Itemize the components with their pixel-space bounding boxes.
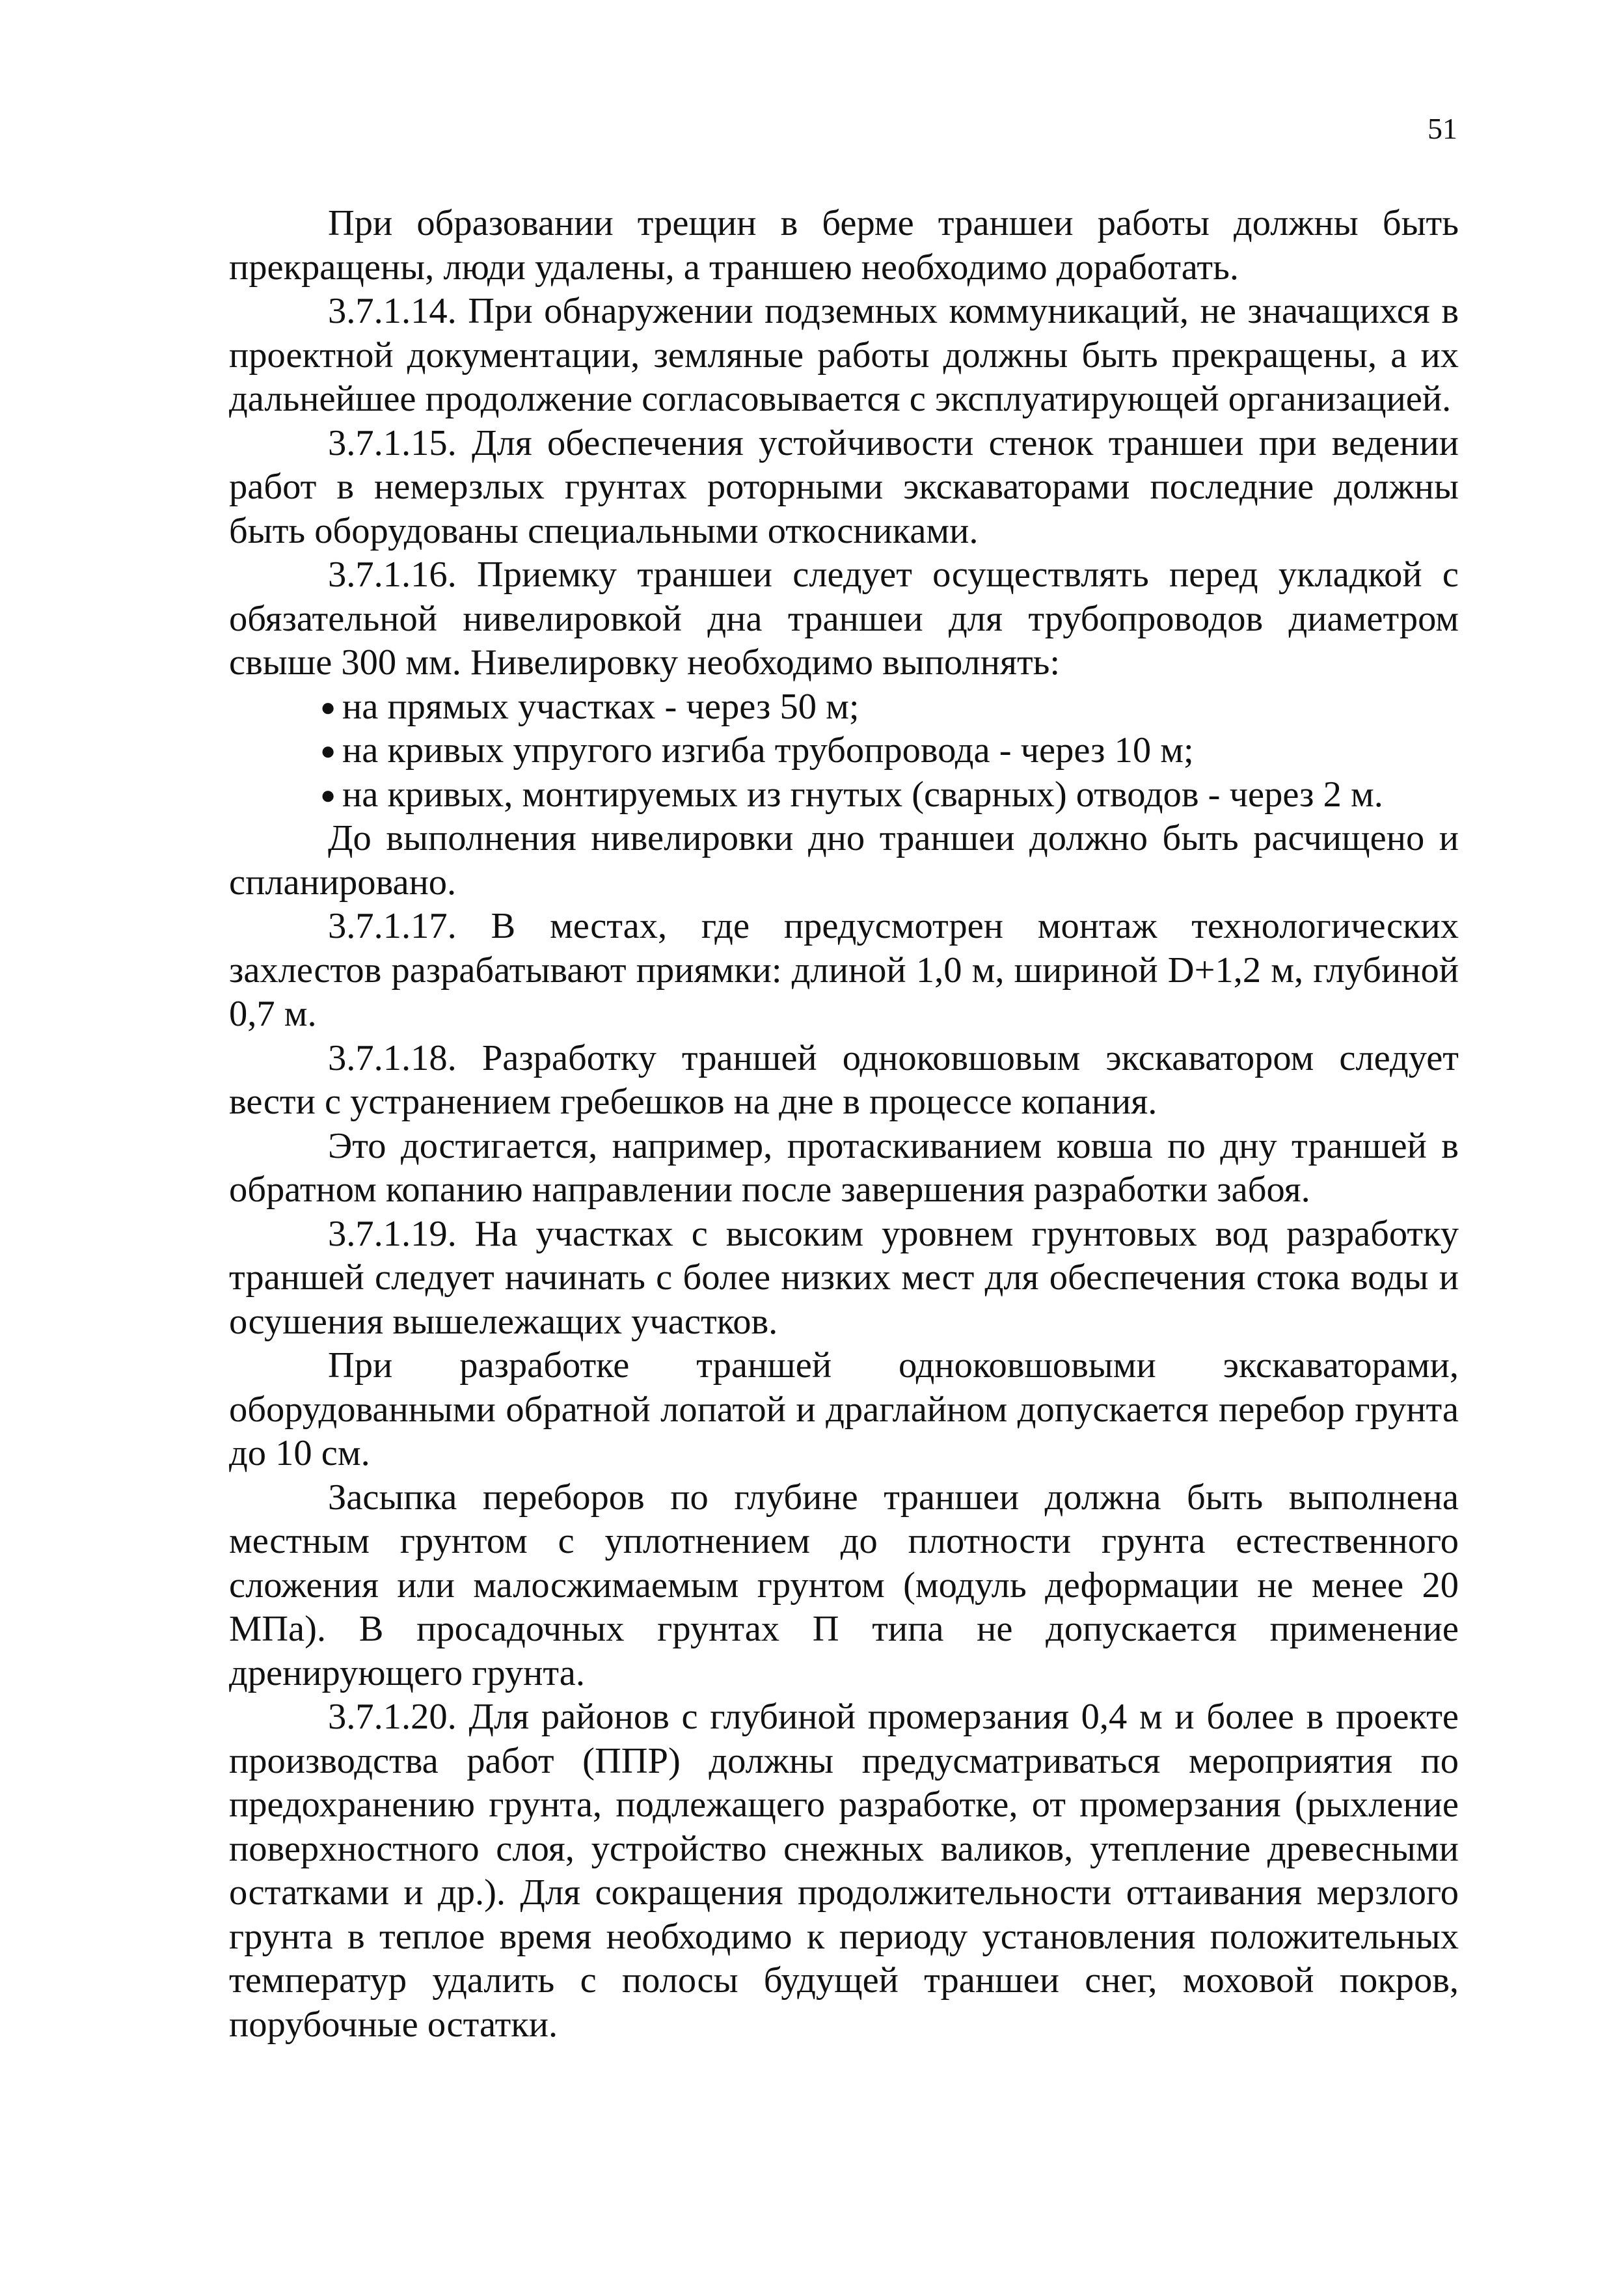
list-item [320,773,1459,817]
paragraph-trench-cracks: При образовании трещин в берме траншеи работы должны быть прекращены, люди удалены, а траншею необходимо доработать. [229,203,1459,288]
paragraph-bucket-dragging: Это достигается, например, протаскиванием ковша по дну траншей в обратном копанию направлении после завершения разработки забоя. [229,1125,1459,1210]
bullet-icon: ● [320,736,336,765]
paragraph-3-7-1-16: 3.7.1.16. Приемку траншеи следует осуществлять перед укладкой с обязательной нивелировкой дна траншеи для трубопроводов диаметром свыше 300 мм. Нивелировку необходимо выполнять: [229,554,1459,683]
paragraph-3-7-1-17: 3.7.1.17. В местах, где предусмотрен монтаж технологических захлестов разрабатывают приямки: длиной 1,0 м, шириной D+1,2 м, глубиной 0,7 м. [229,906,1459,1034]
list-item-text: на кривых упругого изгиба трубопровода - через 10 м; [342,730,1194,771]
paragraph-3-7-1-15: 3.7.1.15. Для обеспечения устойчивости стенок траншеи при ведении работ в немерзлых грунтах роторными экскаваторами последние должны быть оборудованы специальными откосниками. [229,422,1459,551]
list-item [320,685,1459,730]
list-item-text: на кривых, монтируемых из гнутых (сварных) отводов - через 2 м. [342,774,1383,815]
paragraph-3-7-1-14: 3.7.1.14. При обнаружении подземных коммуникаций, не значащихся в проектной документации, земляные работы должны быть прекращены, а их дальнейшее продолжение согласовывается с эксплуатирующей организацией. [229,291,1459,419]
leveling-interval-list [229,685,1459,817]
paragraph-3-7-1-18: 3.7.1.18. Разработку траншей одноковшовым экскаватором следует вести с устранением гребешков на дне в процессе копания. [229,1037,1459,1122]
document-body [229,202,1459,2047]
paragraph-overexcavation-limit: При разработке траншей одноковшовыми экскаваторами, оборудованными обратной лопатой и драглайном допускается перебор грунта до 10 см. [229,1345,1459,1473]
list-item [320,729,1459,773]
list-item-text: на прямых участках - через 50 м; [342,686,859,727]
paragraph-leveling-cleanup: До выполнения нивелировки дно траншеи должно быть расчищено и спланировано. [229,818,1459,903]
paragraph-3-7-1-20: 3.7.1.20. Для районов с глубиной промерзания 0,4 м и более в проекте производства работ (ППР) должны предусматриваться мероприятия по предохранению грунта, подлежащего разработке, от промерзания (рыхление поверхностного слоя, устройство снежных валиков, утепление древесными остатками и др.). Для сокращения продолжительности оттаивания мерзлого грунта в теплое время необходимо к периоду установления положительных температур удалить с полосы будущей траншеи снег, моховой покров, порубочные остатки. [229,1697,1459,2045]
bullet-icon: ● [320,780,336,810]
paragraph-overexcavation-backfill: Засыпка переборов по глубине траншеи должна быть выполнена местным грунтом с уплотнением до плотности грунта естественного сложения или малосжимаемым грунтом (модуль деформации не менее 20 МПа). В просадочных грунтах П типа не допускается применение дренирующего грунта. [229,1477,1459,1693]
bullet-icon: ● [320,692,336,722]
page-number: 51 [1428,112,1457,145]
paragraph-3-7-1-19: 3.7.1.19. На участках с высоким уровнем грунтовых вод разработку траншей следует начинать с более низких мест для обеспечения стока воды и осушения вышележащих участков. [229,1213,1459,1342]
